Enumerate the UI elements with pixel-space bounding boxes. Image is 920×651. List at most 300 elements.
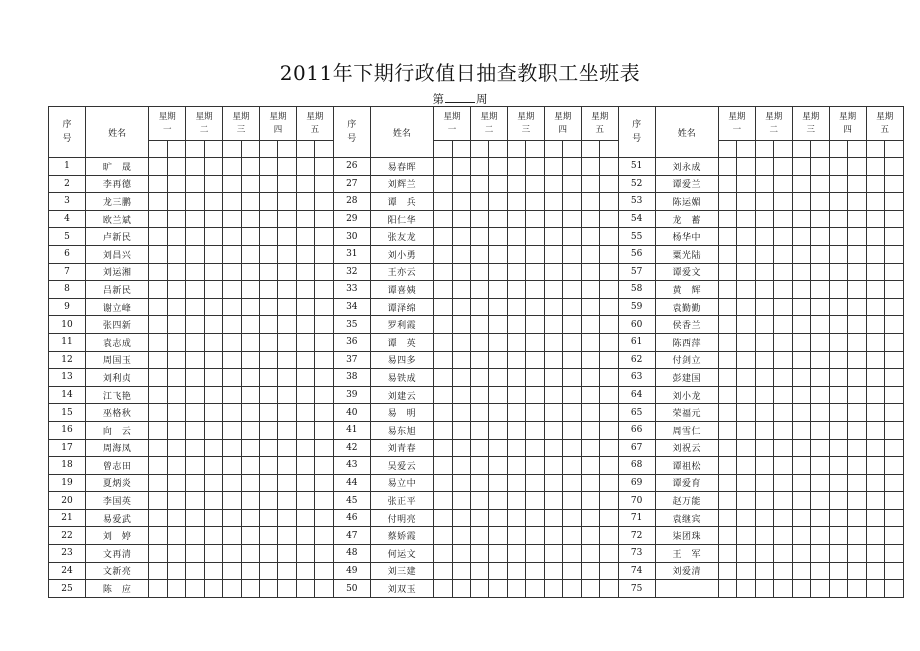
check-cell[interactable] xyxy=(581,193,599,211)
check-cell[interactable] xyxy=(434,492,452,510)
check-cell[interactable] xyxy=(526,210,544,228)
check-cell[interactable] xyxy=(885,474,904,492)
check-cell[interactable] xyxy=(434,210,452,228)
check-cell[interactable] xyxy=(434,281,452,299)
check-cell[interactable] xyxy=(489,369,507,387)
check-cell[interactable] xyxy=(792,474,810,492)
check-cell[interactable] xyxy=(186,562,204,580)
check-cell[interactable] xyxy=(600,545,618,563)
check-cell[interactable] xyxy=(296,562,314,580)
check-cell[interactable] xyxy=(755,158,773,176)
check-cell[interactable] xyxy=(149,527,167,545)
check-cell[interactable] xyxy=(296,509,314,527)
check-cell[interactable] xyxy=(526,228,544,246)
check-cell[interactable] xyxy=(471,474,489,492)
check-cell[interactable] xyxy=(471,527,489,545)
check-cell[interactable] xyxy=(315,421,333,439)
check-cell[interactable] xyxy=(563,492,581,510)
check-cell[interactable] xyxy=(544,474,562,492)
check-cell[interactable] xyxy=(755,228,773,246)
check-cell[interactable] xyxy=(563,457,581,475)
check-cell[interactable] xyxy=(278,439,296,457)
header-slot-cell[interactable] xyxy=(204,141,222,158)
check-cell[interactable] xyxy=(544,333,562,351)
check-cell[interactable] xyxy=(544,562,562,580)
check-cell[interactable] xyxy=(792,210,810,228)
check-cell[interactable] xyxy=(811,228,829,246)
check-cell[interactable] xyxy=(885,439,904,457)
check-cell[interactable] xyxy=(186,158,204,176)
check-cell[interactable] xyxy=(278,263,296,281)
check-cell[interactable] xyxy=(718,562,736,580)
check-cell[interactable] xyxy=(489,281,507,299)
check-cell[interactable] xyxy=(223,175,241,193)
header-slot-cell[interactable] xyxy=(315,141,333,158)
check-cell[interactable] xyxy=(223,210,241,228)
check-cell[interactable] xyxy=(792,457,810,475)
check-cell[interactable] xyxy=(866,316,884,334)
check-cell[interactable] xyxy=(737,351,755,369)
check-cell[interactable] xyxy=(600,580,618,598)
check-cell[interactable] xyxy=(149,298,167,316)
check-cell[interactable] xyxy=(315,351,333,369)
check-cell[interactable] xyxy=(718,263,736,281)
check-cell[interactable] xyxy=(204,527,222,545)
check-cell[interactable] xyxy=(792,562,810,580)
check-cell[interactable] xyxy=(774,474,792,492)
check-cell[interactable] xyxy=(829,193,847,211)
check-cell[interactable] xyxy=(223,281,241,299)
check-cell[interactable] xyxy=(829,210,847,228)
check-cell[interactable] xyxy=(186,193,204,211)
check-cell[interactable] xyxy=(489,263,507,281)
check-cell[interactable] xyxy=(489,527,507,545)
check-cell[interactable] xyxy=(544,386,562,404)
check-cell[interactable] xyxy=(471,439,489,457)
check-cell[interactable] xyxy=(718,457,736,475)
check-cell[interactable] xyxy=(774,404,792,422)
check-cell[interactable] xyxy=(581,228,599,246)
check-cell[interactable] xyxy=(737,386,755,404)
check-cell[interactable] xyxy=(848,333,866,351)
check-cell[interactable] xyxy=(792,228,810,246)
check-cell[interactable] xyxy=(507,245,525,263)
check-cell[interactable] xyxy=(260,158,278,176)
check-cell[interactable] xyxy=(526,439,544,457)
check-cell[interactable] xyxy=(866,545,884,563)
check-cell[interactable] xyxy=(434,369,452,387)
check-cell[interactable] xyxy=(848,316,866,334)
check-cell[interactable] xyxy=(848,263,866,281)
check-cell[interactable] xyxy=(296,404,314,422)
check-cell[interactable] xyxy=(260,351,278,369)
check-cell[interactable] xyxy=(792,281,810,299)
check-cell[interactable] xyxy=(600,281,618,299)
check-cell[interactable] xyxy=(737,492,755,510)
check-cell[interactable] xyxy=(241,439,259,457)
check-cell[interactable] xyxy=(452,245,470,263)
check-cell[interactable] xyxy=(885,333,904,351)
check-cell[interactable] xyxy=(885,316,904,334)
check-cell[interactable] xyxy=(296,580,314,598)
check-cell[interactable] xyxy=(186,457,204,475)
check-cell[interactable] xyxy=(581,333,599,351)
check-cell[interactable] xyxy=(471,386,489,404)
check-cell[interactable] xyxy=(737,421,755,439)
check-cell[interactable] xyxy=(811,351,829,369)
check-cell[interactable] xyxy=(149,545,167,563)
check-cell[interactable] xyxy=(167,457,185,475)
check-cell[interactable] xyxy=(774,175,792,193)
check-cell[interactable] xyxy=(866,351,884,369)
check-cell[interactable] xyxy=(885,580,904,598)
check-cell[interactable] xyxy=(204,333,222,351)
check-cell[interactable] xyxy=(452,580,470,598)
check-cell[interactable] xyxy=(811,562,829,580)
check-cell[interactable] xyxy=(544,263,562,281)
check-cell[interactable] xyxy=(260,316,278,334)
check-cell[interactable] xyxy=(829,580,847,598)
check-cell[interactable] xyxy=(600,421,618,439)
check-cell[interactable] xyxy=(755,316,773,334)
check-cell[interactable] xyxy=(167,316,185,334)
check-cell[interactable] xyxy=(278,245,296,263)
check-cell[interactable] xyxy=(718,351,736,369)
check-cell[interactable] xyxy=(149,316,167,334)
check-cell[interactable] xyxy=(718,298,736,316)
check-cell[interactable] xyxy=(471,562,489,580)
check-cell[interactable] xyxy=(296,492,314,510)
check-cell[interactable] xyxy=(792,263,810,281)
check-cell[interactable] xyxy=(811,527,829,545)
check-cell[interactable] xyxy=(204,474,222,492)
check-cell[interactable] xyxy=(563,369,581,387)
check-cell[interactable] xyxy=(792,386,810,404)
check-cell[interactable] xyxy=(223,509,241,527)
check-cell[interactable] xyxy=(737,562,755,580)
check-cell[interactable] xyxy=(848,369,866,387)
check-cell[interactable] xyxy=(434,439,452,457)
check-cell[interactable] xyxy=(563,333,581,351)
check-cell[interactable] xyxy=(489,492,507,510)
check-cell[interactable] xyxy=(885,263,904,281)
check-cell[interactable] xyxy=(866,369,884,387)
check-cell[interactable] xyxy=(581,439,599,457)
check-cell[interactable] xyxy=(452,210,470,228)
check-cell[interactable] xyxy=(829,351,847,369)
check-cell[interactable] xyxy=(885,457,904,475)
check-cell[interactable] xyxy=(204,509,222,527)
check-cell[interactable] xyxy=(526,193,544,211)
check-cell[interactable] xyxy=(489,351,507,369)
check-cell[interactable] xyxy=(829,369,847,387)
check-cell[interactable] xyxy=(260,562,278,580)
check-cell[interactable] xyxy=(544,228,562,246)
check-cell[interactable] xyxy=(204,228,222,246)
header-slot-cell[interactable] xyxy=(600,141,618,158)
check-cell[interactable] xyxy=(526,492,544,510)
check-cell[interactable] xyxy=(434,509,452,527)
check-cell[interactable] xyxy=(792,439,810,457)
check-cell[interactable] xyxy=(563,527,581,545)
check-cell[interactable] xyxy=(544,210,562,228)
check-cell[interactable] xyxy=(526,580,544,598)
check-cell[interactable] xyxy=(737,158,755,176)
check-cell[interactable] xyxy=(792,404,810,422)
check-cell[interactable] xyxy=(885,158,904,176)
check-cell[interactable] xyxy=(848,527,866,545)
check-cell[interactable] xyxy=(241,580,259,598)
check-cell[interactable] xyxy=(260,527,278,545)
check-cell[interactable] xyxy=(563,281,581,299)
check-cell[interactable] xyxy=(241,228,259,246)
check-cell[interactable] xyxy=(241,386,259,404)
check-cell[interactable] xyxy=(718,158,736,176)
check-cell[interactable] xyxy=(544,298,562,316)
check-cell[interactable] xyxy=(811,439,829,457)
check-cell[interactable] xyxy=(866,175,884,193)
check-cell[interactable] xyxy=(737,439,755,457)
check-cell[interactable] xyxy=(223,351,241,369)
check-cell[interactable] xyxy=(507,210,525,228)
check-cell[interactable] xyxy=(241,404,259,422)
check-cell[interactable] xyxy=(167,509,185,527)
check-cell[interactable] xyxy=(260,298,278,316)
check-cell[interactable] xyxy=(434,351,452,369)
check-cell[interactable] xyxy=(829,228,847,246)
check-cell[interactable] xyxy=(186,369,204,387)
check-cell[interactable] xyxy=(737,457,755,475)
check-cell[interactable] xyxy=(507,457,525,475)
check-cell[interactable] xyxy=(241,527,259,545)
check-cell[interactable] xyxy=(829,509,847,527)
check-cell[interactable] xyxy=(848,580,866,598)
check-cell[interactable] xyxy=(204,158,222,176)
check-cell[interactable] xyxy=(848,298,866,316)
check-cell[interactable] xyxy=(507,386,525,404)
check-cell[interactable] xyxy=(600,193,618,211)
check-cell[interactable] xyxy=(737,263,755,281)
check-cell[interactable] xyxy=(471,175,489,193)
check-cell[interactable] xyxy=(278,457,296,475)
check-cell[interactable] xyxy=(829,316,847,334)
check-cell[interactable] xyxy=(278,492,296,510)
check-cell[interactable] xyxy=(149,210,167,228)
check-cell[interactable] xyxy=(811,386,829,404)
check-cell[interactable] xyxy=(223,245,241,263)
check-cell[interactable] xyxy=(296,351,314,369)
check-cell[interactable] xyxy=(563,509,581,527)
check-cell[interactable] xyxy=(544,580,562,598)
check-cell[interactable] xyxy=(452,298,470,316)
check-cell[interactable] xyxy=(526,333,544,351)
check-cell[interactable] xyxy=(737,193,755,211)
check-cell[interactable] xyxy=(434,316,452,334)
check-cell[interactable] xyxy=(755,562,773,580)
header-slot-cell[interactable] xyxy=(434,141,452,158)
check-cell[interactable] xyxy=(471,158,489,176)
check-cell[interactable] xyxy=(278,298,296,316)
check-cell[interactable] xyxy=(544,545,562,563)
check-cell[interactable] xyxy=(866,439,884,457)
header-slot-cell[interactable] xyxy=(452,141,470,158)
check-cell[interactable] xyxy=(600,333,618,351)
check-cell[interactable] xyxy=(489,298,507,316)
header-slot-cell[interactable] xyxy=(186,141,204,158)
check-cell[interactable] xyxy=(866,281,884,299)
check-cell[interactable] xyxy=(737,509,755,527)
check-cell[interactable] xyxy=(600,439,618,457)
check-cell[interactable] xyxy=(434,193,452,211)
check-cell[interactable] xyxy=(241,193,259,211)
check-cell[interactable] xyxy=(434,457,452,475)
check-cell[interactable] xyxy=(526,562,544,580)
check-cell[interactable] xyxy=(452,369,470,387)
check-cell[interactable] xyxy=(278,228,296,246)
check-cell[interactable] xyxy=(489,439,507,457)
check-cell[interactable] xyxy=(829,263,847,281)
check-cell[interactable] xyxy=(471,333,489,351)
check-cell[interactable] xyxy=(866,457,884,475)
check-cell[interactable] xyxy=(563,298,581,316)
check-cell[interactable] xyxy=(223,545,241,563)
check-cell[interactable] xyxy=(278,527,296,545)
check-cell[interactable] xyxy=(600,210,618,228)
check-cell[interactable] xyxy=(507,562,525,580)
check-cell[interactable] xyxy=(149,439,167,457)
check-cell[interactable] xyxy=(149,369,167,387)
check-cell[interactable] xyxy=(829,492,847,510)
check-cell[interactable] xyxy=(315,298,333,316)
check-cell[interactable] xyxy=(507,509,525,527)
check-cell[interactable] xyxy=(811,545,829,563)
check-cell[interactable] xyxy=(811,509,829,527)
check-cell[interactable] xyxy=(866,474,884,492)
check-cell[interactable] xyxy=(167,175,185,193)
check-cell[interactable] xyxy=(489,210,507,228)
check-cell[interactable] xyxy=(278,210,296,228)
check-cell[interactable] xyxy=(296,228,314,246)
check-cell[interactable] xyxy=(167,474,185,492)
check-cell[interactable] xyxy=(471,509,489,527)
check-cell[interactable] xyxy=(829,281,847,299)
check-cell[interactable] xyxy=(296,281,314,299)
check-cell[interactable] xyxy=(581,175,599,193)
check-cell[interactable] xyxy=(737,245,755,263)
check-cell[interactable] xyxy=(737,474,755,492)
check-cell[interactable] xyxy=(167,193,185,211)
header-slot-cell[interactable] xyxy=(241,141,259,158)
check-cell[interactable] xyxy=(600,562,618,580)
check-cell[interactable] xyxy=(774,562,792,580)
check-cell[interactable] xyxy=(315,333,333,351)
check-cell[interactable] xyxy=(507,281,525,299)
check-cell[interactable] xyxy=(223,439,241,457)
check-cell[interactable] xyxy=(434,474,452,492)
check-cell[interactable] xyxy=(204,210,222,228)
check-cell[interactable] xyxy=(885,527,904,545)
check-cell[interactable] xyxy=(811,210,829,228)
check-cell[interactable] xyxy=(315,245,333,263)
check-cell[interactable] xyxy=(149,492,167,510)
check-cell[interactable] xyxy=(149,474,167,492)
check-cell[interactable] xyxy=(581,527,599,545)
check-cell[interactable] xyxy=(241,369,259,387)
check-cell[interactable] xyxy=(829,298,847,316)
check-cell[interactable] xyxy=(755,386,773,404)
check-cell[interactable] xyxy=(581,281,599,299)
check-cell[interactable] xyxy=(829,527,847,545)
check-cell[interactable] xyxy=(526,545,544,563)
check-cell[interactable] xyxy=(471,316,489,334)
check-cell[interactable] xyxy=(792,527,810,545)
check-cell[interactable] xyxy=(755,333,773,351)
check-cell[interactable] xyxy=(581,369,599,387)
check-cell[interactable] xyxy=(149,509,167,527)
check-cell[interactable] xyxy=(186,527,204,545)
check-cell[interactable] xyxy=(186,439,204,457)
check-cell[interactable] xyxy=(315,562,333,580)
check-cell[interactable] xyxy=(507,527,525,545)
header-slot-cell[interactable] xyxy=(774,141,792,158)
check-cell[interactable] xyxy=(186,404,204,422)
check-cell[interactable] xyxy=(718,193,736,211)
check-cell[interactable] xyxy=(452,545,470,563)
check-cell[interactable] xyxy=(774,527,792,545)
check-cell[interactable] xyxy=(223,263,241,281)
check-cell[interactable] xyxy=(471,228,489,246)
check-cell[interactable] xyxy=(278,580,296,598)
check-cell[interactable] xyxy=(526,527,544,545)
check-cell[interactable] xyxy=(489,386,507,404)
check-cell[interactable] xyxy=(434,263,452,281)
check-cell[interactable] xyxy=(866,386,884,404)
check-cell[interactable] xyxy=(186,245,204,263)
check-cell[interactable] xyxy=(885,175,904,193)
check-cell[interactable] xyxy=(848,457,866,475)
check-cell[interactable] xyxy=(241,281,259,299)
check-cell[interactable] xyxy=(544,281,562,299)
check-cell[interactable] xyxy=(296,175,314,193)
check-cell[interactable] xyxy=(489,316,507,334)
check-cell[interactable] xyxy=(866,562,884,580)
check-cell[interactable] xyxy=(241,298,259,316)
check-cell[interactable] xyxy=(544,193,562,211)
check-cell[interactable] xyxy=(296,474,314,492)
check-cell[interactable] xyxy=(186,228,204,246)
check-cell[interactable] xyxy=(811,193,829,211)
check-cell[interactable] xyxy=(581,158,599,176)
check-cell[interactable] xyxy=(223,492,241,510)
check-cell[interactable] xyxy=(260,228,278,246)
check-cell[interactable] xyxy=(563,421,581,439)
check-cell[interactable] xyxy=(471,369,489,387)
check-cell[interactable] xyxy=(186,386,204,404)
check-cell[interactable] xyxy=(315,509,333,527)
check-cell[interactable] xyxy=(755,474,773,492)
check-cell[interactable] xyxy=(811,298,829,316)
check-cell[interactable] xyxy=(167,228,185,246)
check-cell[interactable] xyxy=(260,281,278,299)
check-cell[interactable] xyxy=(581,545,599,563)
check-cell[interactable] xyxy=(774,421,792,439)
check-cell[interactable] xyxy=(434,580,452,598)
check-cell[interactable] xyxy=(563,175,581,193)
check-cell[interactable] xyxy=(204,193,222,211)
check-cell[interactable] xyxy=(866,263,884,281)
check-cell[interactable] xyxy=(452,193,470,211)
check-cell[interactable] xyxy=(792,545,810,563)
